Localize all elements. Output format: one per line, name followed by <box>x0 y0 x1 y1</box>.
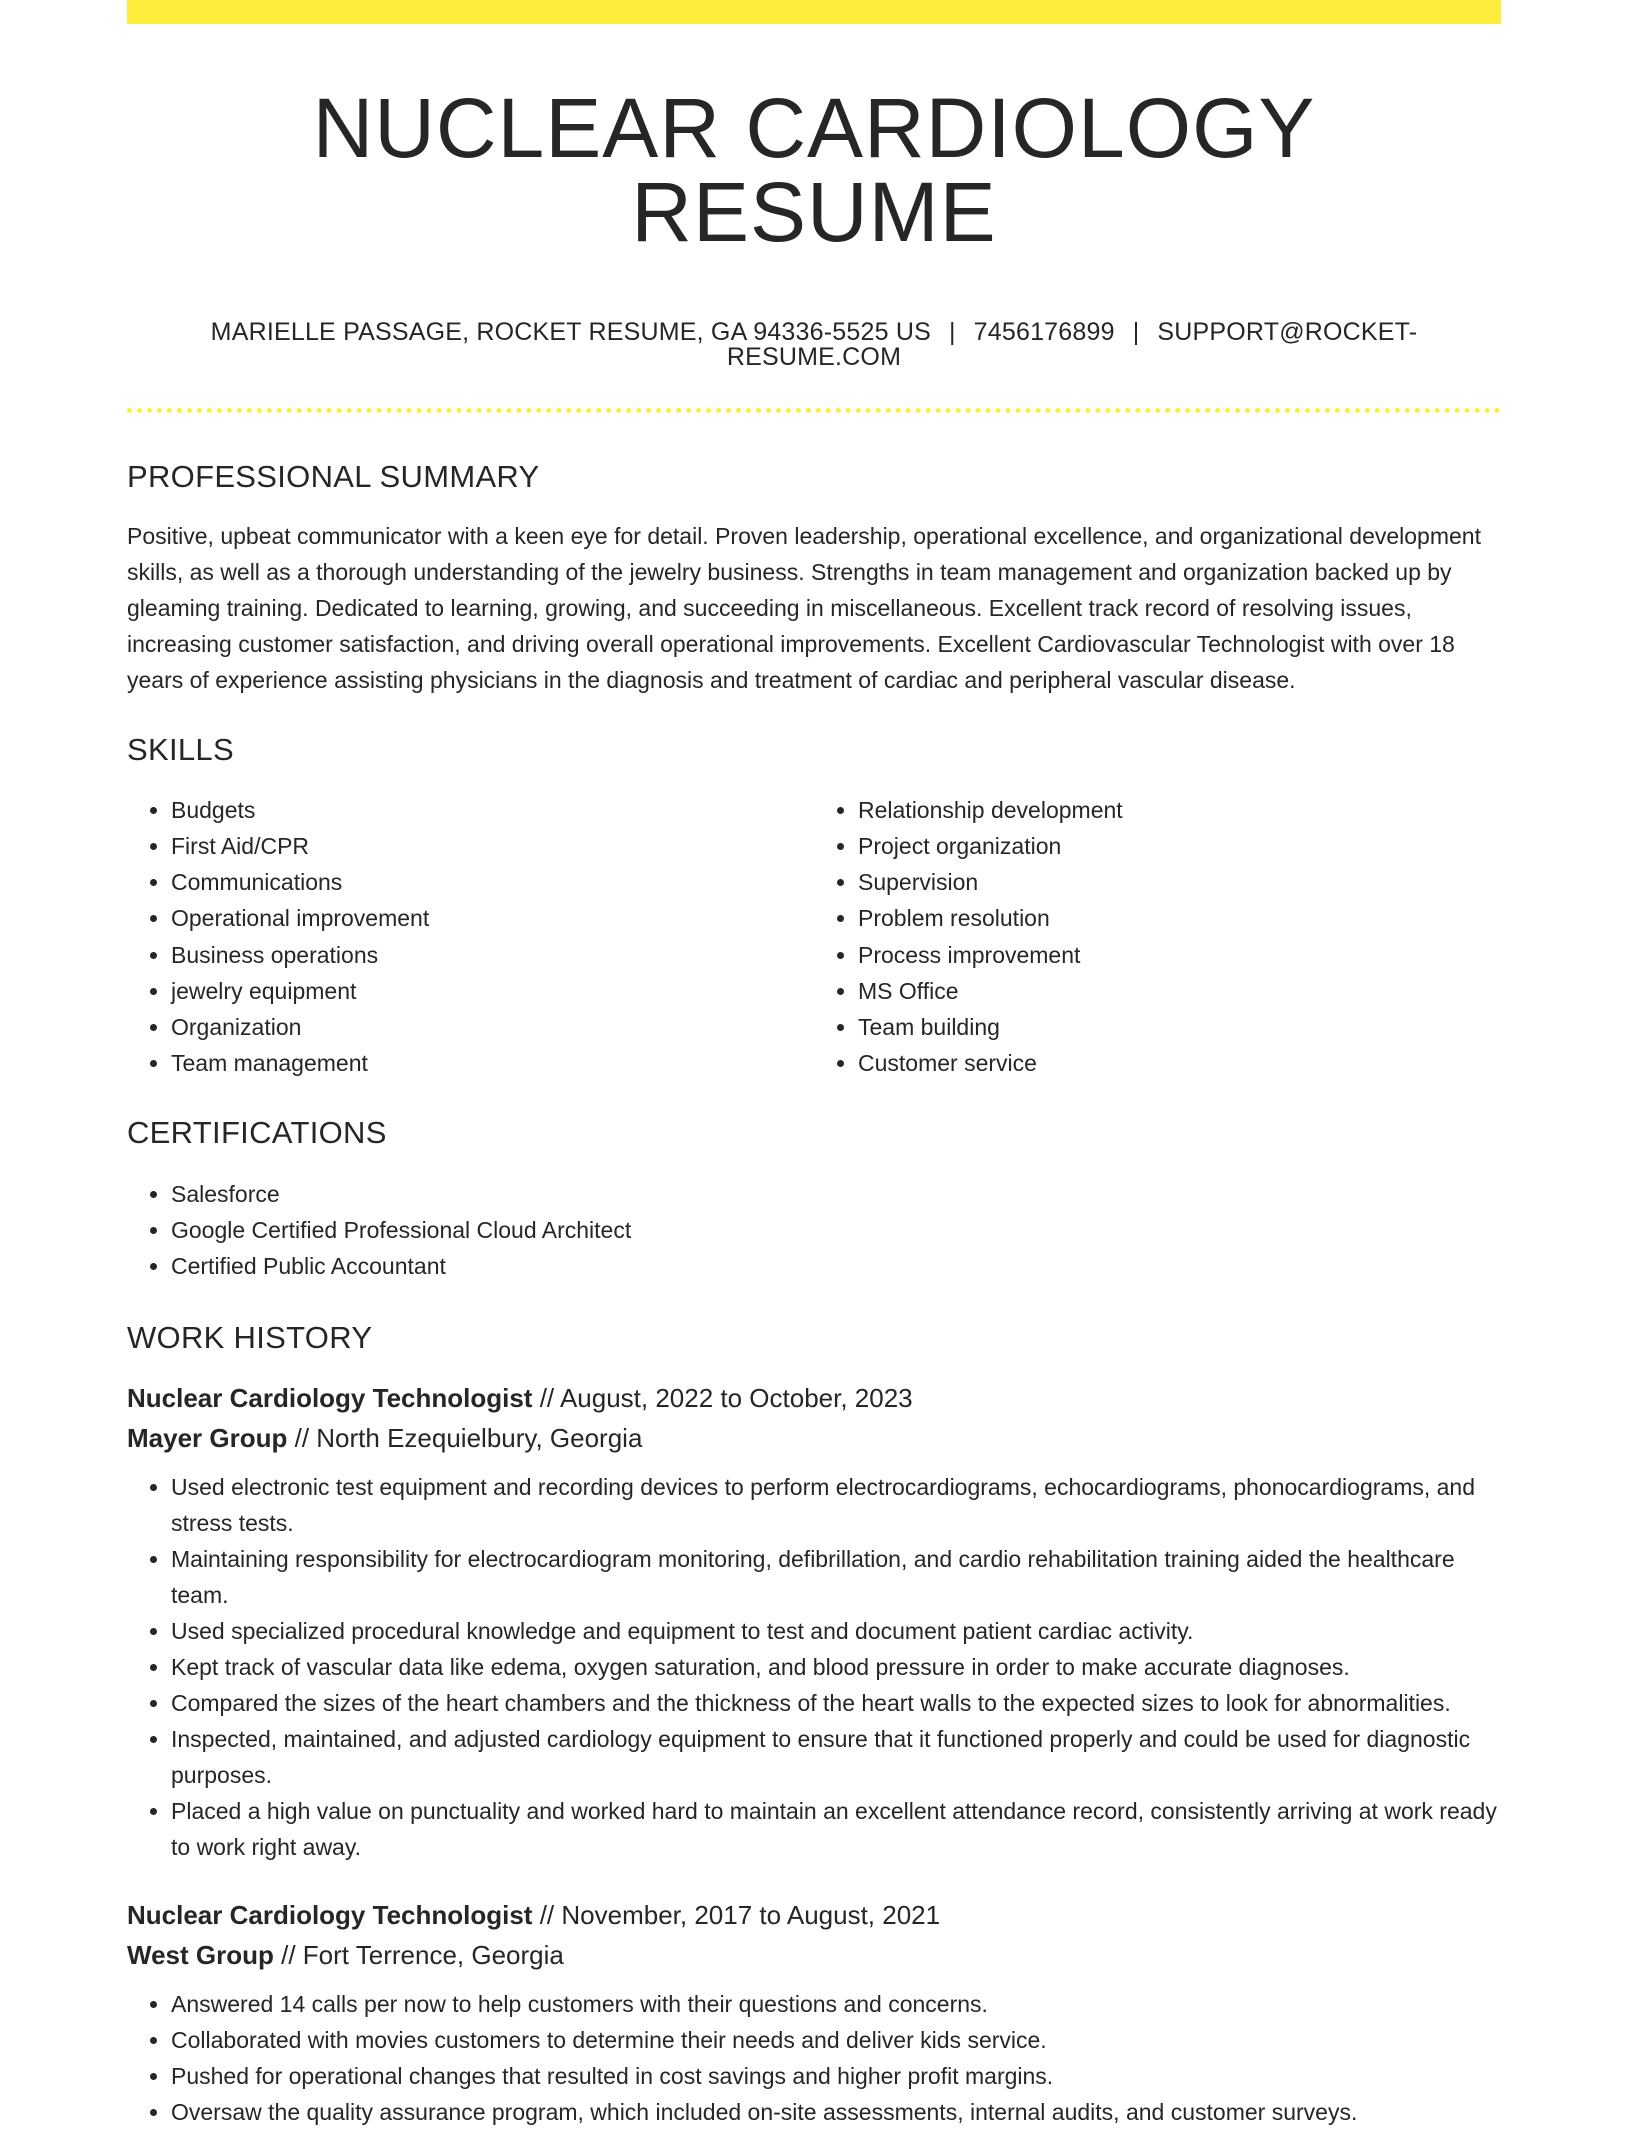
skill-item: • Communications <box>171 864 814 900</box>
skill-item: • First Aid/CPR <box>171 828 814 864</box>
job-title-line <box>127 1378 1501 1418</box>
summary-text: Positive, upbeat communicator with a keen eye for detail. Proven leadership, operational excellence, and organizational development skills, as well as a thorough understanding of the jewelry business. Strengths in team management and organization backed up by gleaming training. Dedicated to learning, growing, and succeeding in miscellaneous. Excellent track record of resolving issues, increasing customer satisfaction, and driving overall operational improvements. Excellent Cardiovascular Technologist with over 18 years of experience assisting physicians in the diagnosis and treatment of cardiac and peripheral vascular disease. <box>127 523 1481 693</box>
resume-page <box>127 0 1501 2130</box>
job-bullet: • Pushed for operational changes that resulted in cost savings and higher profit margins. <box>171 2058 1501 2094</box>
certification-item: • Salesforce <box>171 1176 1501 1212</box>
job-company-line <box>127 1935 1501 1975</box>
job-title: Nuclear Cardiology Technologist <box>127 1383 533 1413</box>
job-bullet: • Inspected, maintained, and adjusted cardiology equipment to ensure that it functioned properly and could be used for diagnostic purposes. <box>171 1721 1501 1793</box>
skills-heading: SKILLS <box>127 732 234 767</box>
skill-item: • Team building <box>858 1009 1501 1045</box>
skills-columns <box>127 792 1501 1081</box>
job-bullet-list <box>127 1986 1501 2130</box>
job-bullet-list <box>127 1469 1501 1865</box>
job-bullet: • Used specialized procedural knowledge and equipment to test and document patient cardiac activity. <box>171 1613 1501 1649</box>
job-title: Nuclear Cardiology Technologist <box>127 1900 533 1930</box>
contact-address: MARIELLE PASSAGE, ROCKET RESUME, GA 94336-5525 US <box>210 318 931 346</box>
skill-item: • Process improvement <box>858 937 1501 973</box>
resume-title: NUCLEAR CARDIOLOGY RESUME <box>312 81 1316 259</box>
job-title-line <box>127 1895 1501 1935</box>
job-bullet: • Compared the sizes of the heart chambers and the thickness of the heart walls to the expected sizes to look for abnormalities. <box>171 1685 1501 1721</box>
skills-list-left <box>127 792 814 1081</box>
skill-item: • Relationship development <box>858 792 1501 828</box>
skill-item: • Supervision <box>858 864 1501 900</box>
skill-item: • Customer service <box>858 1045 1501 1081</box>
job-dates: // November, 2017 to August, 2021 <box>539 1900 941 1930</box>
dotted-divider <box>127 408 1501 413</box>
contact-email: SUPPORT@ROCKET-RESUME.COM <box>726 318 1418 371</box>
job-bullet: • Maintaining responsibility for electrocardiogram monitoring, defibrillation, and cardio rehabilitation training aided the healthcare team. <box>171 1541 1501 1613</box>
job-location: // North Ezequielbury, Georgia <box>294 1423 643 1453</box>
job-company: Mayer Group <box>127 1423 288 1453</box>
certification-item: • Certified Public Accountant <box>171 1248 1501 1284</box>
job-bullet: • Used electronic test equipment and recording devices to perform electrocardiograms, echocardiograms, phonocardiograms, and stress tests. <box>171 1469 1501 1541</box>
contact-line <box>127 320 1501 370</box>
job-entry <box>127 1378 1501 1865</box>
skill-item: • Organization <box>171 1009 814 1045</box>
skills-list-right <box>814 792 1501 1081</box>
certifications-list <box>127 1176 1501 1284</box>
job-dates: // August, 2022 to October, 2023 <box>539 1383 913 1413</box>
skill-item: • Budgets <box>171 792 814 828</box>
job-bullet: • Answered 14 calls per now to help customers with their questions and concerns. <box>171 1986 1501 2022</box>
job-bullet: • Collaborated with movies customers to determine their needs and deliver kids service. <box>171 2022 1501 2058</box>
certification-item: • Google Certified Professional Cloud Architect <box>171 1212 1501 1248</box>
job-bullet: • Placed a high value on punctuality and worked hard to maintain an excellent attendance record, consistently arriving at work ready to work right away. <box>171 1793 1501 1865</box>
summary-heading: PROFESSIONAL SUMMARY <box>127 459 540 494</box>
skill-item: • MS Office <box>858 973 1501 1009</box>
job-bullet: • Kept track of vascular data like edema, oxygen saturation, and blood pressure in order to make accurate diagnoses. <box>171 1649 1501 1685</box>
contact-separator: | <box>948 318 956 346</box>
contact-phone: 7456176899 <box>973 318 1115 346</box>
skill-item: • Problem resolution <box>858 900 1501 936</box>
skill-item: • Operational improvement <box>171 900 814 936</box>
job-company: West Group <box>127 1940 274 1970</box>
work-history-heading: WORK HISTORY <box>127 1320 373 1355</box>
job-entry <box>127 1895 1501 2130</box>
skill-item: • Business operations <box>171 937 814 973</box>
skill-item: • Team management <box>171 1045 814 1081</box>
job-bullet: • Oversaw the quality assurance program, which included on-site assessments, internal audits, and customer surveys. <box>171 2094 1501 2130</box>
accent-top-bar <box>127 0 1501 24</box>
certifications-heading: CERTIFICATIONS <box>127 1115 387 1150</box>
job-location: // Fort Terrence, Georgia <box>281 1940 564 1970</box>
job-company-line <box>127 1418 1501 1458</box>
skill-item: • jewelry equipment <box>171 973 814 1009</box>
skill-item: • Project organization <box>858 828 1501 864</box>
contact-separator: | <box>1132 318 1140 346</box>
